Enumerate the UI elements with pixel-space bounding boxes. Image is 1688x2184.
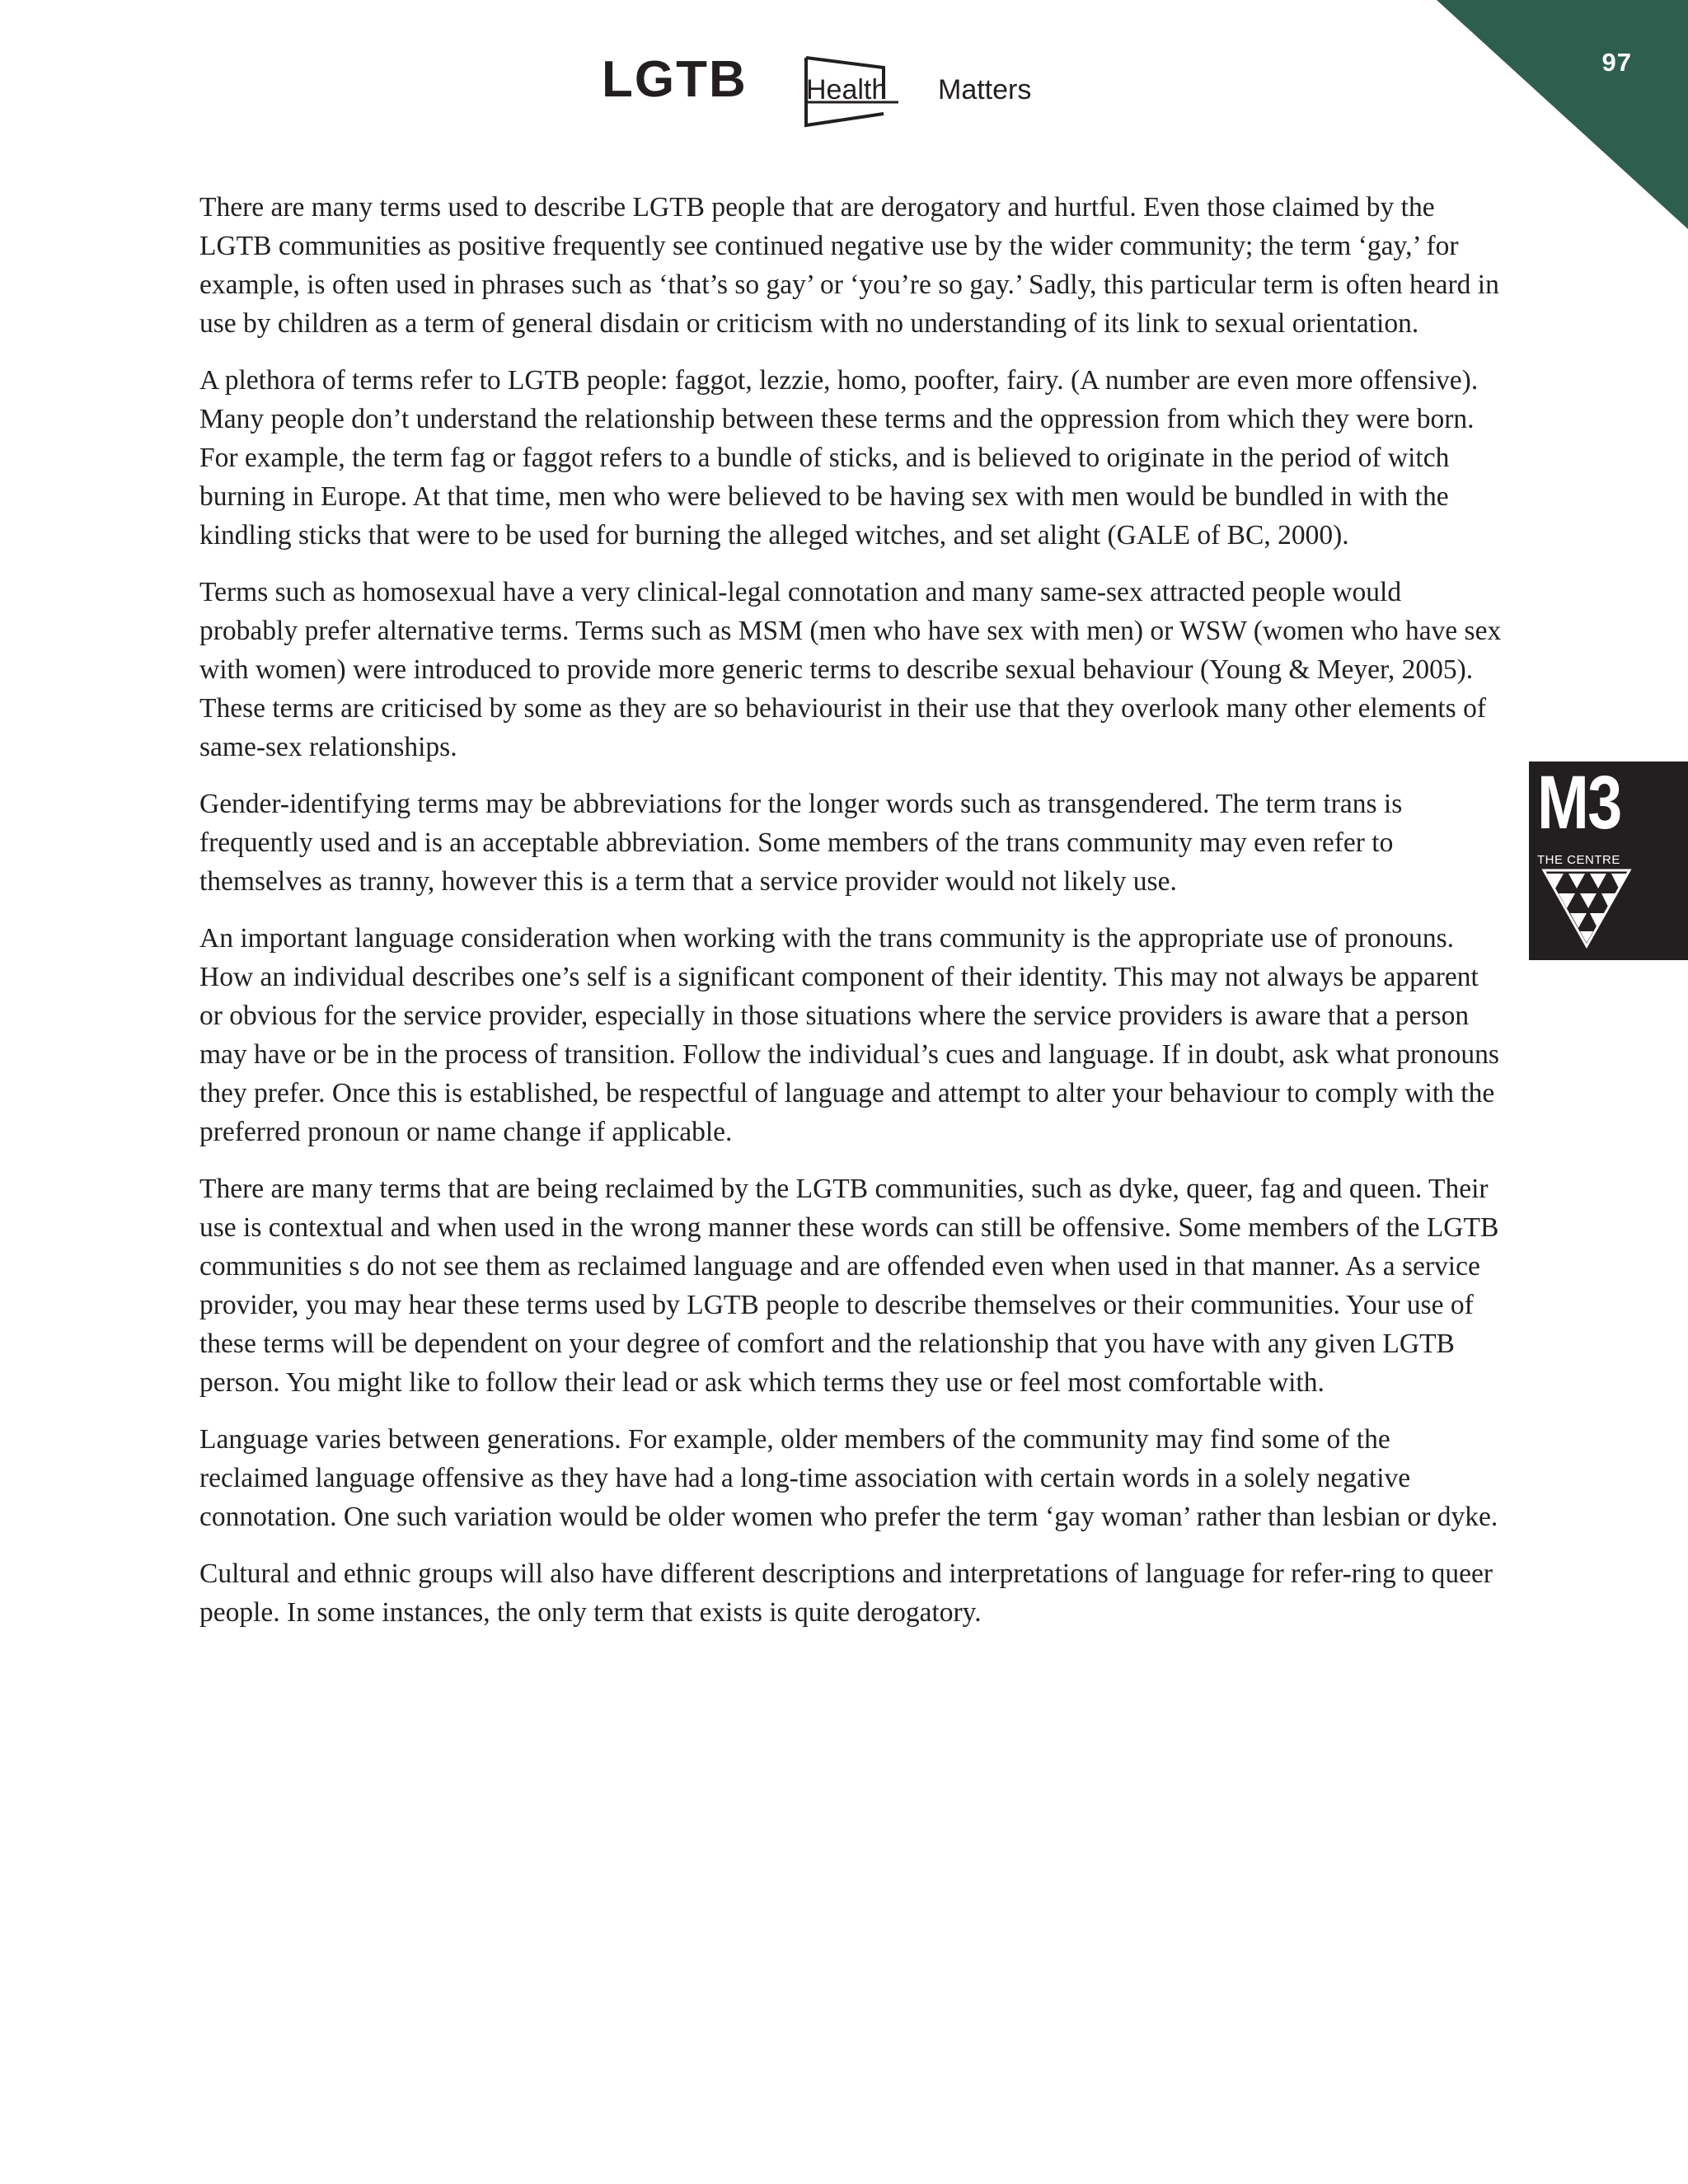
- paragraph: Terms such as homosexual have a very clinical-legal connotation and many same-sex attracted people would probably prefer alternative terms. Terms such as MSM (men who have sex with men) or WSW (women who have sex with women) were introduced to provide more generic terms to describe sexual behaviour (Young & Meyer, 2005). These terms are criticised by some as they are so behaviourist in their use that they overlook many other elements of same-sex relationships.: [199, 577, 1502, 762]
- triangle-logo-icon: [1540, 867, 1633, 949]
- paragraph: There are many terms that are being reclaimed by the LGTB communities, such as dyke, queer, fag and queen. Their use is contextual and when used in the wrong manner these words can still be offensive. Some members of the LGTB communities s do not see them as reclaimed language and are offended even when used in that manner. As a service provider, you may hear these terms used by LGTB people to describe themselves or their communities. Your use of these terms will be dependent on your degree of comfort and the relationship that you have with any given LGTB person. You might like to follow their lead or ask which terms they use or feel most comfortable with.: [199, 1174, 1499, 1398]
- paragraph: An important language consideration when working with the trans community is the appropriate use of pronouns. How an individual describes one’s self is a significant component of their identity. This may not always be apparent or obvious for the service provider, especially in those situations where the service providers is aware that a person may have or be in the process of transition. Follow the individual’s cues and language. If in doubt, ask what pronouns they prefer. Once this is established, be respectful of language and attempt to alter your behaviour to comply with the preferred pronoun or name change if applicable.: [199, 923, 1499, 1147]
- body-text: [199, 188, 1503, 1650]
- paragraph: Gender-identifying terms may be abbreviations for the longer words such as transgendered. The term trans is frequently used and is an acceptable abbreviation. Some members of the trans community may even refer to themselves as tranny, however this is a term that a service provider would not likely use.: [199, 789, 1403, 897]
- centre-label: THE CENTRE: [1537, 853, 1620, 867]
- masthead-logo: [602, 51, 1088, 132]
- paragraph: A plethora of terms refer to LGTB people: faggot, lezzie, homo, poofter, fairy. (A number are even more offensive). Many people don’t understand the relationship between these terms and the oppression from which they were born. For example, the term fag or faggot refers to a bundle of sticks, and is believed to originate in the period of witch burning in Europe. At that time, men who were believed to be having sex with men would be bundled in with the kindling sticks that were to be used for burning the alleged witches, and set alight (GALE of BC, 2000).: [199, 365, 1479, 551]
- module-tab: [1529, 762, 1688, 960]
- logo-matters-text: Matters: [938, 74, 1032, 105]
- paragraph: There are many terms used to describe LGTB people that are derogatory and hurtful. Even those claimed by the LGTB communities as positive frequently see continued negative use by the wider community; the term ‘gay,’ for example, is often used in phrases such as ‘that’s so gay’ or ‘you’re so gay.’ Sadly, this particular term is often heard in use by children as a term of general disdain or criticism with no understanding of its link to sexual orientation.: [199, 192, 1499, 339]
- paragraph: Language varies between generations. For example, older members of the community may find some of the reclaimed language offensive as they have had a long-time association with certain words in a solely negative connotation. One such variation would be older women who prefer the term ‘gay woman’ rather than lesbian or dyke.: [199, 1424, 1498, 1532]
- module-code: M3: [1537, 761, 1621, 845]
- logo-lgtb-text: LGTB: [602, 51, 748, 108]
- logo-health-text: Health: [806, 74, 888, 105]
- paragraph: Cultural and ethnic groups will also have different descriptions and interpretations of language for refer-ring to queer people. In some instances, the only term that exists is quite derogatory.: [199, 1558, 1493, 1628]
- page-number: 97: [1601, 48, 1632, 77]
